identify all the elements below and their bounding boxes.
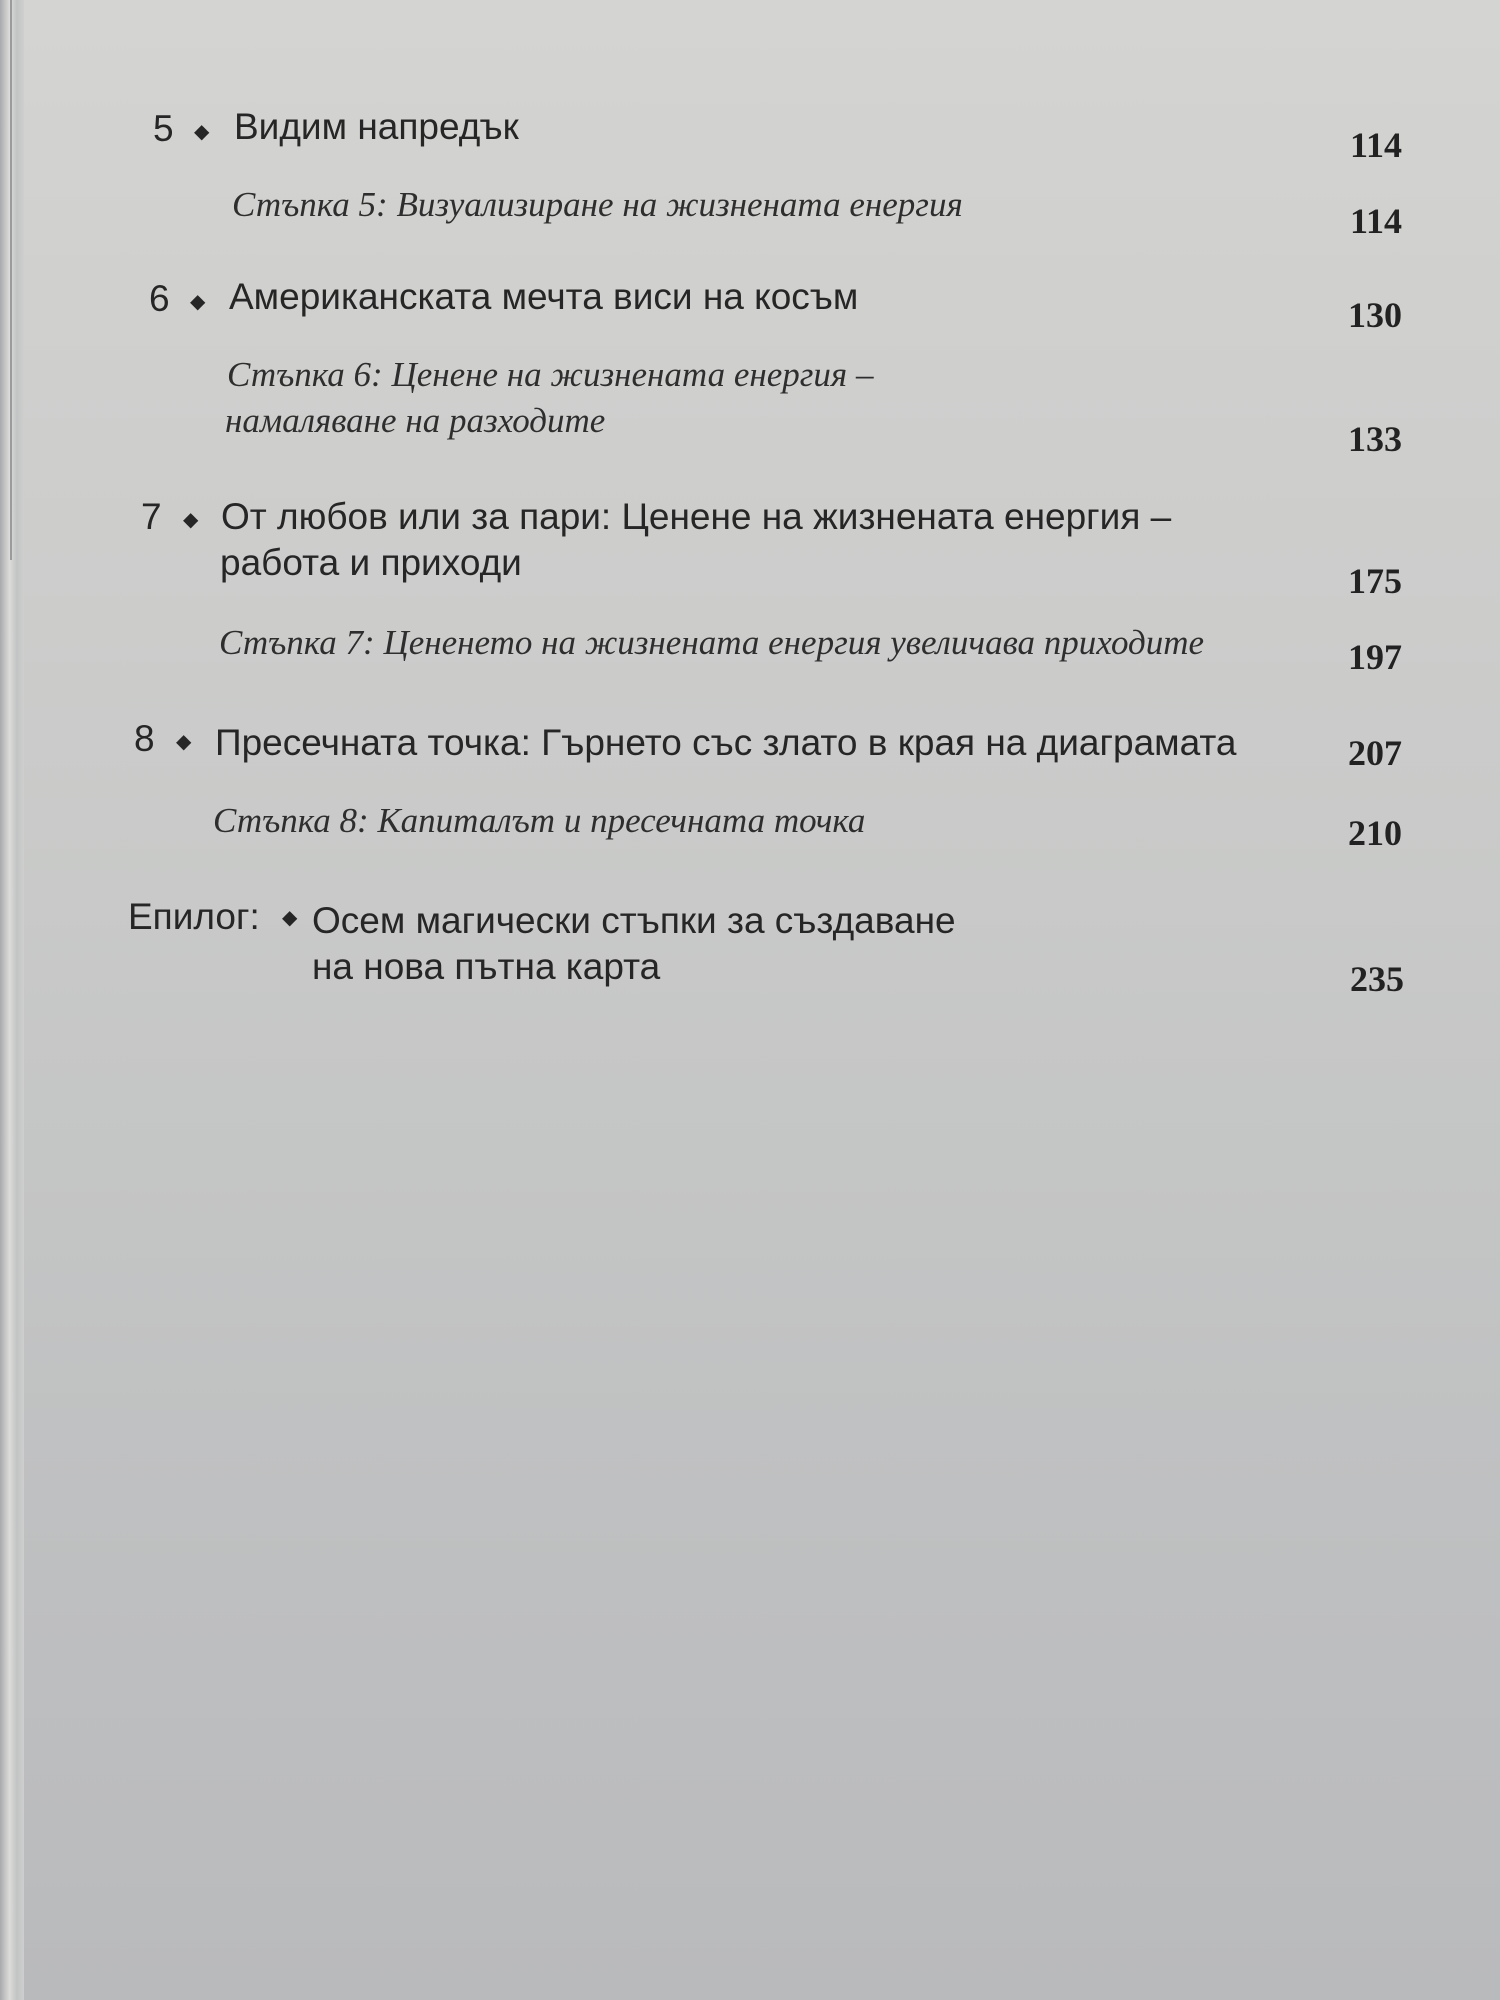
step-title-line-1: Стъпка 6: Ценене на жизнената енергия –: [227, 355, 874, 394]
epilogue-title-line-2: на нова пътна карта: [312, 946, 661, 987]
diamond-bullet-icon: ◆: [176, 729, 192, 753]
chapter-title: Видим напредък: [234, 106, 519, 147]
page-number: 197: [1348, 637, 1402, 677]
chapter-number: 5: [153, 108, 174, 149]
chapter-number: 6: [149, 278, 170, 319]
page-number: 130: [1348, 295, 1402, 335]
page-number: 133: [1348, 419, 1402, 459]
chapter-title-line-2: работа и приходи: [220, 542, 522, 583]
page-edge-line: [10, 0, 12, 560]
chapter-number: 7: [141, 496, 162, 537]
page-number: 114: [1349, 125, 1402, 165]
step-title: Стъпка 5: Визуализиране на жизнената енергия: [232, 185, 963, 224]
book-spine-edge: [0, 0, 24, 2000]
page-number: 114: [1349, 201, 1402, 241]
page-number: 235: [1350, 959, 1404, 999]
page-number: 207: [1348, 733, 1402, 773]
chapter-title: Пресечната точка: Гърнето със злато в края на диаграмата: [215, 722, 1237, 763]
epilogue-label: Епилог:: [128, 896, 260, 937]
step-title: Стъпка 8: Капиталът и пресечната точка: [213, 801, 866, 840]
diamond-bullet-icon: ◆: [282, 905, 298, 929]
diamond-bullet-icon: ◆: [190, 289, 206, 313]
diamond-bullet-icon: ◆: [183, 507, 199, 531]
chapter-title: Американската мечта виси на косъм: [229, 276, 859, 317]
diamond-bullet-icon: ◆: [194, 119, 210, 143]
step-title: Стъпка 7: Цененето на жизнената енергия увеличава приходите: [219, 623, 1205, 662]
step-title-line-2: намаляване на разходите: [225, 401, 606, 440]
page-number: 210: [1348, 813, 1402, 853]
chapter-title-line-1: От любов или за пари: Ценене на жизнената енергия –: [221, 496, 1172, 537]
chapter-number: 8: [134, 718, 155, 759]
epilogue-title-line-1: Осем магически стъпки за създаване: [312, 900, 956, 941]
page-number: 175: [1348, 561, 1402, 601]
